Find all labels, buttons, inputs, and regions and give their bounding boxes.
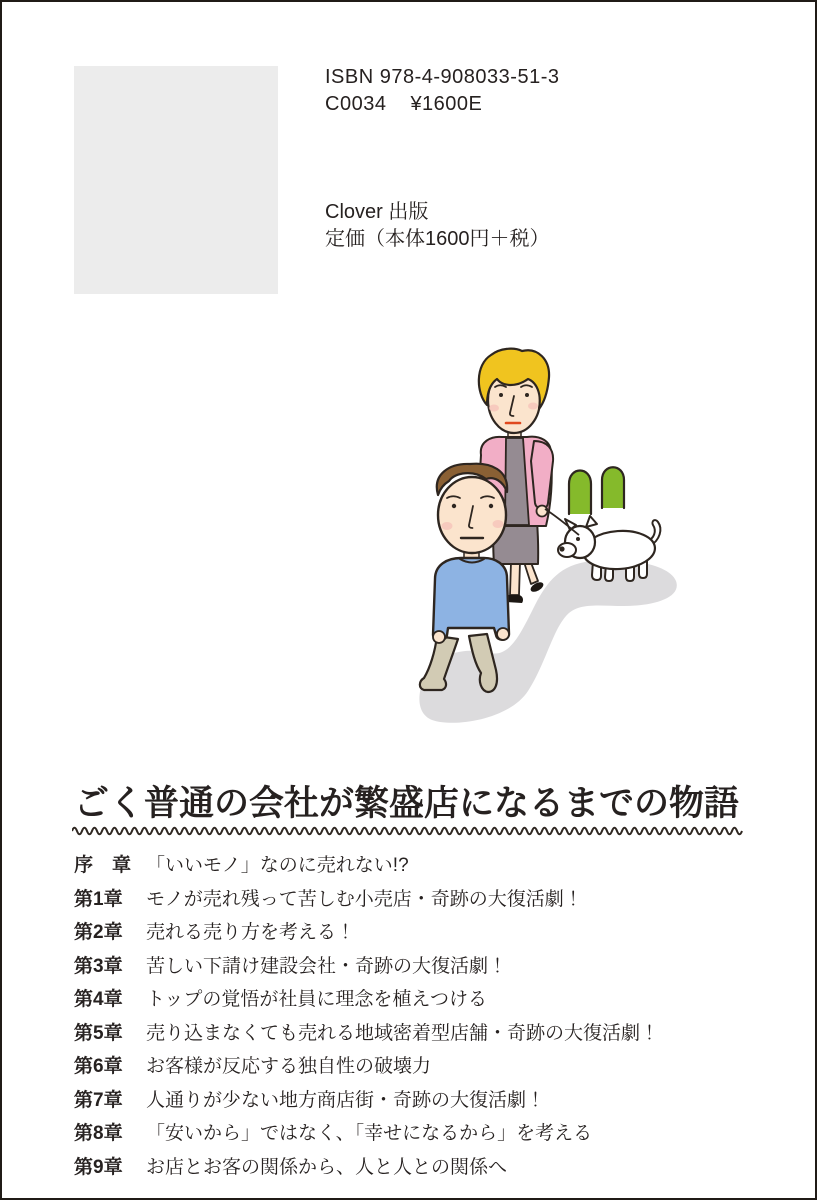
price-note: 定価（本体1600円＋税） <box>325 228 550 250</box>
woman-front-leg <box>510 562 520 595</box>
toc-row-4 <box>74 981 764 1015</box>
isbn-line: ISBN 978-4-908033-51-3 <box>325 66 560 88</box>
toc-chapter-title: 人通りが少ない地方商店街・奇跡の大復活劇！ <box>146 1089 546 1111</box>
toc-chapter-title: 売り込まなくても売れる地域密着型店舗・奇跡の大復活劇！ <box>146 1022 660 1044</box>
bushes <box>569 467 624 514</box>
toc-row-9 <box>74 1149 764 1183</box>
toc-row-5 <box>74 1015 764 1049</box>
man-blush-left <box>442 522 453 530</box>
tagline-heading: ごく普通の会社が繁盛店になるまでの物語 <box>74 784 740 823</box>
woman-hand <box>537 506 548 517</box>
toc-row-2 <box>74 914 764 948</box>
toc-chapter-title: お客様が反応する独自性の破壊力 <box>146 1056 432 1078</box>
toc-row-0 <box>74 847 764 881</box>
toc-chapter-title: 売れる売り方を考える！ <box>146 922 356 944</box>
toc-chapter-label: 第5章 <box>74 1022 123 1044</box>
price-line <box>325 91 559 118</box>
c-code: C0034 <box>325 93 387 115</box>
man-blush-right <box>493 520 504 528</box>
toc-chapter-label: 第9章 <box>74 1156 123 1178</box>
woman-eye-left <box>499 393 503 397</box>
couple-walking-dog-illustration <box>417 337 707 727</box>
dog-nose <box>559 546 564 551</box>
toc-chapter-label: 第1章 <box>74 888 123 910</box>
toc-chapter-title: トップの覚悟が社員に理念を植えつける <box>146 989 488 1011</box>
woman-eye-right <box>525 393 529 397</box>
toc-chapter-label: 第3章 <box>74 955 123 977</box>
toc-chapter-label: 第6章 <box>74 1056 123 1078</box>
barcode-placeholder <box>74 66 278 294</box>
toc-chapter-label: 第2章 <box>74 922 123 944</box>
man-eye-left <box>452 504 456 508</box>
toc-chapter-label: 第4章 <box>74 989 123 1011</box>
man-sweater <box>433 558 509 640</box>
toc-chapter-title: お店とお客の関係から、人と人との関係へ <box>146 1156 508 1178</box>
publisher-name: Clover 出版 <box>325 201 429 223</box>
man-eye-right <box>489 504 493 508</box>
toc-row-3 <box>74 948 764 982</box>
wavy-underline <box>72 821 744 836</box>
toc-row-7 <box>74 1082 764 1116</box>
price-code: ¥1600E <box>410 93 483 115</box>
woman-blush-right <box>528 403 538 410</box>
publisher-block <box>325 199 550 253</box>
toc-chapter-label: 序 章 <box>74 855 132 877</box>
dog-eye <box>576 537 580 541</box>
table-of-contents <box>74 847 764 1182</box>
toc-chapter-label: 第7章 <box>74 1089 123 1111</box>
woman-blush-left <box>489 405 499 412</box>
toc-row-6 <box>74 1048 764 1082</box>
toc-chapter-title: 「いいモノ」なのに売れない!? <box>146 855 409 877</box>
bush-left <box>569 471 591 515</box>
toc-row-1 <box>74 881 764 915</box>
bush-right <box>602 467 624 508</box>
toc-chapter-title: 「安いから」ではなく、「幸せになるから」を考える <box>146 1123 593 1145</box>
man-hand-left <box>433 631 445 643</box>
man-hand-right <box>497 628 509 640</box>
colophon-block <box>325 64 559 118</box>
toc-row-8 <box>74 1115 764 1149</box>
toc-chapter-title: 苦しい下請け建設会社・奇跡の大復活劇！ <box>146 955 508 977</box>
dog-ear-right <box>586 516 597 527</box>
toc-chapter-title: モノが売れ残って苦しむ小売店・奇跡の大復活劇！ <box>146 888 583 910</box>
toc-chapter-label: 第8章 <box>74 1123 123 1145</box>
